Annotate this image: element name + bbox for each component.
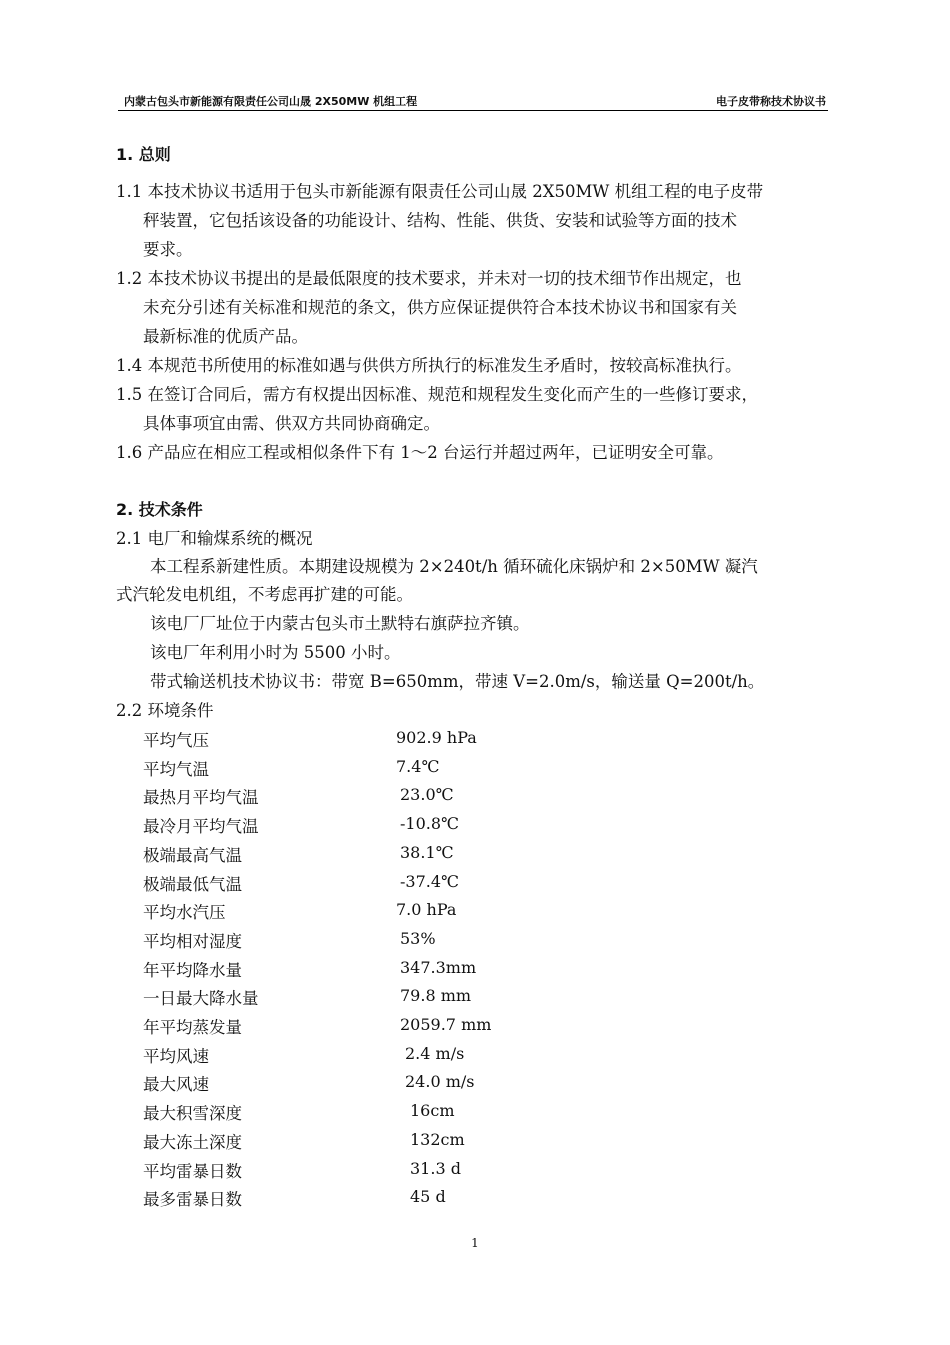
env-value: 132cm [410,1130,465,1149]
item-1-5-line2: 具体事项宜由需、供双方共同协商确定。 [143,414,440,433]
sub-2-1-line5: 带式输送机技术协议书：带宽 B=650mm，带速 V=2.0m/s，输送量 Q=200t/h。 [150,672,765,691]
env-value: -37.4℃ [400,872,459,891]
env-value: 38.1℃ [400,843,454,862]
sub-2-1-line2: 式汽轮发电机组，不考虑再扩建的可能。 [116,585,413,604]
item-1-1-line3: 要求。 [143,240,193,259]
env-value: 45 d [410,1187,446,1206]
env-value: 24.0 m/s [405,1072,475,1091]
env-label: 平均风速 [143,1047,209,1066]
env-value: 347.3mm [400,958,477,977]
env-label: 最热月平均气温 [143,788,259,807]
env-label: 最冷月平均气温 [143,817,259,836]
env-value: 902.9 hPa [396,728,477,747]
item-1-2-line2: 未充分引述有关标准和规范的条文，供方应保证提供符合本技术协议书和国家有关 [143,298,737,317]
item-1-5-line1: 1.5 在签订合同后，需方有权提出因标准、规范和规程发生变化而产生的一些修订要求， [116,385,758,404]
env-label: 平均相对湿度 [143,932,242,951]
sub-2-1-title: 2.1 电厂和输煤系统的概况 [116,529,313,548]
env-value: 16cm [410,1101,455,1120]
sub-2-1-line4: 该电厂年利用小时为 5500 小时。 [150,643,401,662]
item-1-6-line1: 1.6 产品应在相应工程或相似条件下有 1～2 台运行并超过两年，已证明安全可靠。 [116,443,724,462]
env-value: 2.4 m/s [405,1044,465,1063]
item-1-2-line1: 1.2 本技术协议书提出的是最低限度的技术要求，并未对一切的技术细节作出规定，也 [116,269,742,288]
sub-2-1-line3: 该电厂厂址位于内蒙古包头市土默特右旗萨拉齐镇。 [150,614,530,633]
env-label: 极端最低气温 [143,875,242,894]
sub-2-1-line1: 本工程系新建性质。本期建设规模为 2×240t/h 循环硫化床锅炉和 2×50MW 凝汽 [150,557,758,576]
item-1-4-line1: 1.4 本规范书所使用的标准如遇与供供方所执行的标准发生矛盾时，按较高标准执行。 [116,356,742,375]
env-value: 79.8 mm [400,986,472,1005]
env-value: 7.4℃ [396,757,440,776]
item-1-2-line3: 最新标准的优质产品。 [143,327,308,346]
page-header [118,93,828,111]
env-label: 年平均蒸发量 [143,1018,242,1037]
env-value: 7.0 hPa [396,900,457,919]
env-label: 最大冻土深度 [143,1133,242,1152]
env-value: 53% [400,929,436,948]
section1-title: 1. 总则 [116,145,171,164]
env-value: 31.3 d [410,1159,461,1178]
section2-title: 2. 技术条件 [116,500,203,519]
env-value: 23.0℃ [400,785,454,804]
env-label: 最大风速 [143,1075,209,1094]
env-value: 2059.7 mm [400,1015,492,1034]
header-doc-title: 电子皮带称技术协议书 [716,95,826,108]
env-label: 年平均降水量 [143,961,242,980]
env-label: 一日最大降水量 [143,989,259,1008]
env-value: -10.8℃ [400,814,459,833]
header-project: 内蒙古包头市新能源有限责任公司山晟 2X50MW 机组工程 [124,95,418,108]
env-label: 平均雷暴日数 [143,1162,242,1181]
item-1-1-line1: 1.1 本技术协议书适用于包头市新能源有限责任公司山晟 2X50MW 机组工程的电子皮带 [116,182,764,201]
env-label: 极端最高气温 [143,846,242,865]
item-1-1-line2: 秤装置，它包括该设备的功能设计、结构、性能、供货、安装和试验等方面的技术 [143,211,737,230]
env-label: 最多雷暴日数 [143,1190,242,1209]
page-number: 1 [471,1236,479,1250]
env-label: 最大积雪深度 [143,1104,242,1123]
env-label: 平均水汽压 [143,903,226,922]
env-label: 平均气压 [143,731,209,750]
env-label: 平均气温 [143,760,209,779]
sub-2-2-title: 2.2 环境条件 [116,701,214,720]
